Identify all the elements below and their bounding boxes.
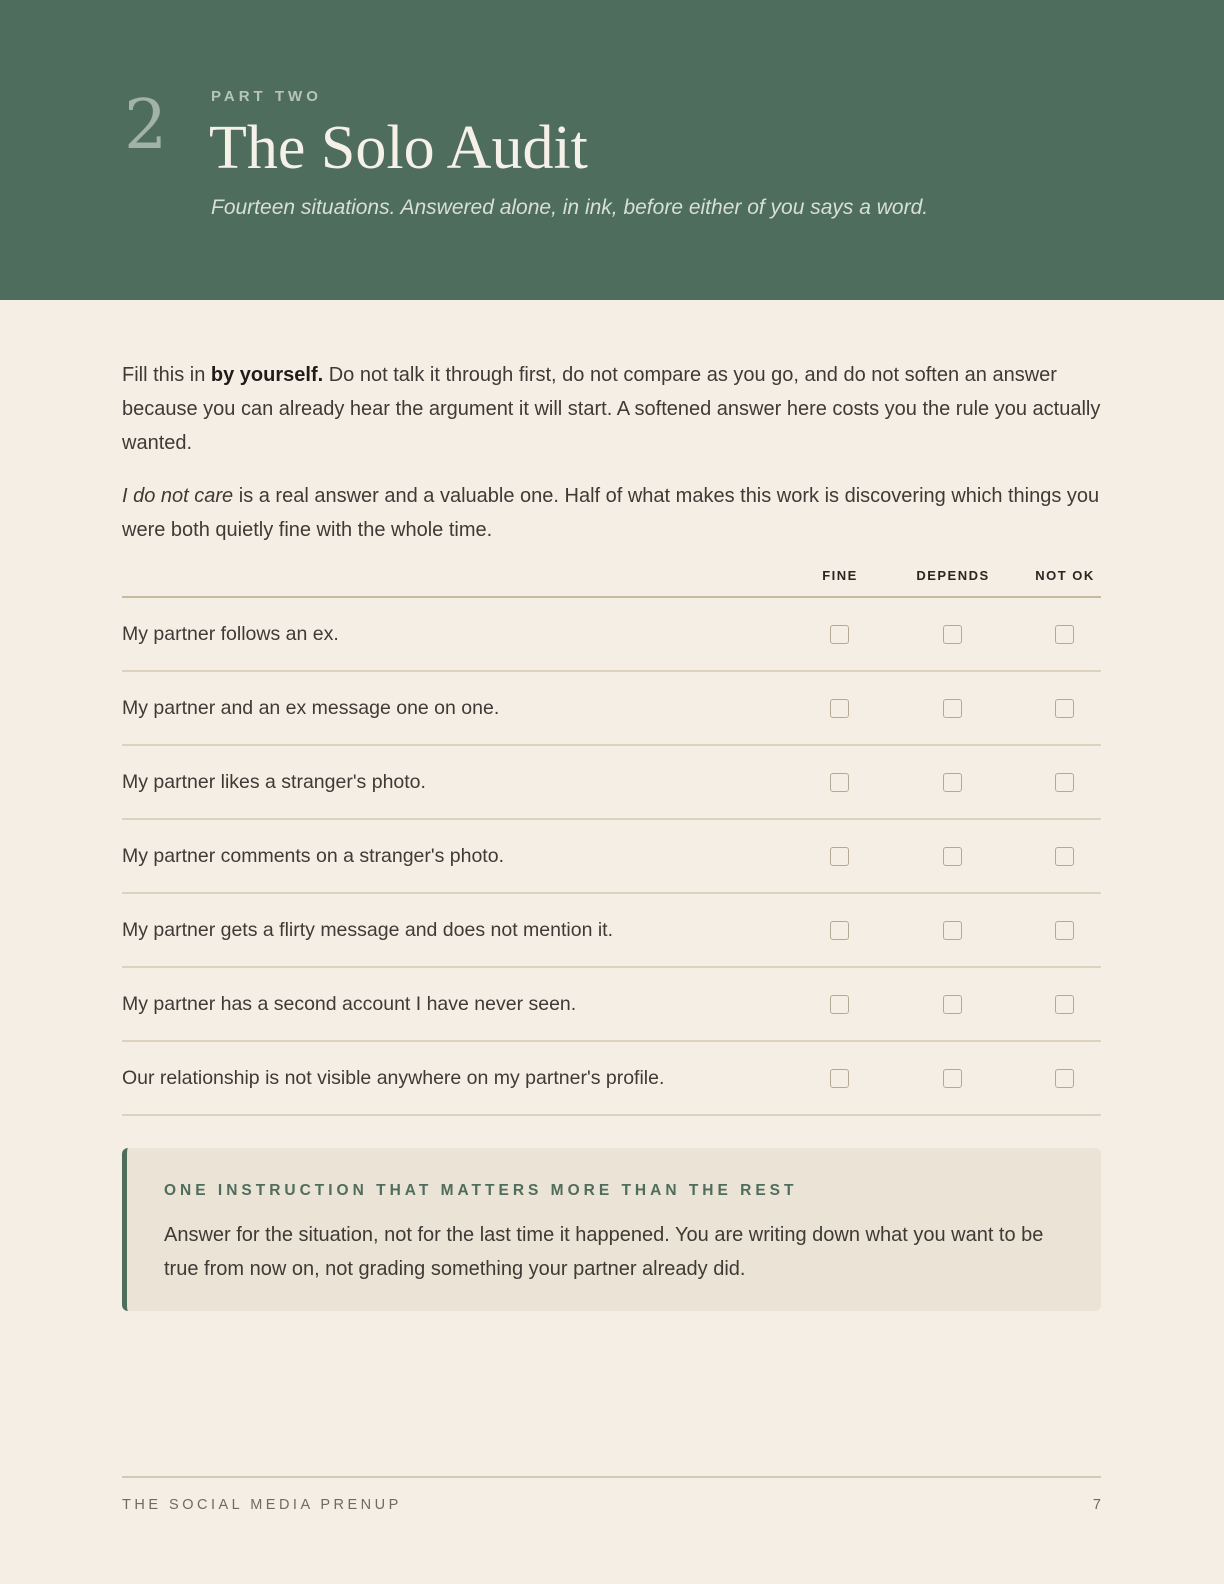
chapter-header (0, 0, 1224, 300)
row-label: My partner has a second account I have never seen. (122, 993, 577, 1015)
table-row (122, 746, 1101, 820)
row-label: My partner gets a flirty message and does not mention it. (122, 919, 613, 941)
depends-checkbox[interactable] (943, 921, 962, 940)
footer-divider (122, 1476, 1101, 1478)
fine-checkbox[interactable] (830, 995, 849, 1014)
row-label: Our relationship is not visible anywhere on my partner's profile. (122, 1067, 665, 1089)
page-subtitle: Fourteen situations. Answered alone, in ink, before either of you says a word. (211, 196, 929, 219)
column-header-fine: FINE (822, 568, 858, 583)
table-row (122, 894, 1101, 968)
fine-checkbox[interactable] (830, 699, 849, 718)
intro-p2-italic: I do not care (122, 485, 234, 507)
not-ok-checkbox[interactable] (1055, 773, 1074, 792)
not-ok-checkbox[interactable] (1055, 995, 1074, 1014)
not-ok-checkbox[interactable] (1055, 1069, 1074, 1088)
row-label: My partner follows an ex. (122, 623, 339, 645)
fine-checkbox[interactable] (830, 773, 849, 792)
page-number: 7 (1092, 1497, 1101, 1513)
fine-checkbox[interactable] (830, 921, 849, 940)
intro-paragraph-2 (122, 479, 1101, 547)
table-row (122, 598, 1101, 672)
not-ok-checkbox[interactable] (1055, 699, 1074, 718)
intro-text (122, 358, 1101, 547)
table-row (122, 820, 1101, 894)
intro-p1-lead: Fill this in (122, 364, 211, 386)
intro-p1-rest: Do not talk it through first, do not compare as you go, and do not soften an answer because you can already hear the argument it will start. A softened answer here costs you the rule you actually wanted. (122, 364, 1101, 454)
page-title: The Solo Audit (209, 114, 588, 182)
table-row (122, 1042, 1101, 1116)
callout-text: Answer for the situation, not for the last time it happened. You are writing down what you want to be true from now on, not grading something your partner already did. (164, 1224, 1044, 1280)
footer-title: THE SOCIAL MEDIA PRENUP (122, 1497, 402, 1513)
not-ok-checkbox[interactable] (1055, 847, 1074, 866)
fine-checkbox[interactable] (830, 847, 849, 866)
depends-checkbox[interactable] (943, 773, 962, 792)
row-label: My partner comments on a stranger's photo. (122, 845, 504, 867)
row-label: My partner likes a stranger's photo. (122, 771, 426, 793)
row-label: My partner and an ex message one on one. (122, 697, 500, 719)
callout-label: ONE INSTRUCTION THAT MATTERS MORE THAN THE REST (164, 1182, 798, 1199)
part-number: 2 (124, 86, 168, 165)
intro-paragraph-1 (122, 358, 1101, 460)
fine-checkbox[interactable] (830, 1069, 849, 1088)
not-ok-checkbox[interactable] (1055, 921, 1074, 940)
fine-checkbox[interactable] (830, 625, 849, 644)
depends-checkbox[interactable] (943, 1069, 962, 1088)
table-row (122, 672, 1101, 746)
instruction-callout (122, 1148, 1101, 1311)
not-ok-checkbox[interactable] (1055, 625, 1074, 644)
column-header-not-ok: NOT OK (1035, 568, 1095, 583)
intro-p2-rest: is a real answer and a valuable one. Half of what makes this work is discovering which things you were both quietly fine with the whole time. (122, 485, 1100, 541)
table-header (122, 560, 1101, 598)
depends-checkbox[interactable] (943, 699, 962, 718)
intro-p1-bold: by yourself. (210, 364, 324, 386)
table-row (122, 968, 1101, 1042)
column-header-depends: DEPENDS (916, 568, 990, 583)
depends-checkbox[interactable] (943, 625, 962, 644)
audit-table (122, 560, 1101, 1116)
part-eyebrow: PART TWO (211, 88, 322, 105)
depends-checkbox[interactable] (943, 995, 962, 1014)
depends-checkbox[interactable] (943, 847, 962, 866)
